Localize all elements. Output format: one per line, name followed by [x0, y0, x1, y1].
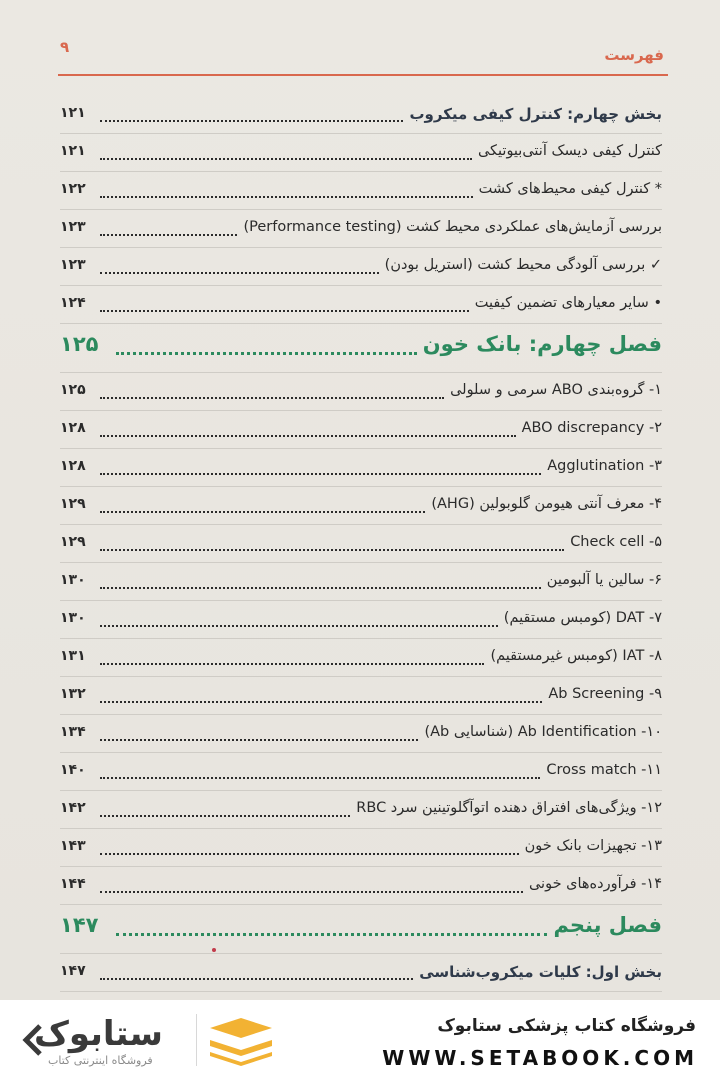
logo-divider: [196, 1014, 197, 1066]
toc-entry: [60, 905, 662, 954]
toc-entry-page: ۱۲۵: [60, 382, 86, 398]
dot-leader: [100, 571, 541, 589]
toc-entry-page: ۱۴۲: [60, 800, 86, 816]
toc-entry-title: • سایر معیارهای تضمین کیفیت: [474, 295, 662, 311]
page-header: [58, 34, 668, 76]
dot-leader: [100, 837, 519, 855]
dot-leader: [100, 875, 523, 893]
toc-entry: [60, 373, 662, 411]
logo-tagline: فروشگاه اینترنتی کتاب: [48, 1054, 153, 1067]
dot-leader: [100, 799, 350, 817]
dot-leader: [116, 336, 417, 355]
dot-leader: [100, 180, 473, 198]
toc-entry-page: ۱۲۲: [60, 181, 86, 197]
toc-entry-title: ۱۴- فرآورده‌های خونی: [528, 876, 662, 892]
toc-entry-page: ۱۳۰: [60, 572, 86, 588]
toc-entry-page: ۱۲۳: [60, 257, 86, 273]
page-title: فهرست: [604, 46, 664, 64]
dot-leader: [100, 962, 413, 980]
toc-entry-page: ۱۴۰: [60, 762, 86, 778]
toc-entry-page: ۱۴۳: [60, 838, 86, 854]
toc-entry-title: ۵- Check cell: [570, 534, 662, 550]
toc-entry-title: ۷- DAT (کومبس مستقیم): [503, 610, 662, 626]
toc-entry-page: ۱۲۸: [60, 420, 86, 436]
page-number: ۹: [60, 38, 70, 56]
toc-entry-title: ۸- IAT (کومبس غیرمستقیم): [490, 648, 662, 664]
dot-leader: [100, 419, 516, 437]
toc-entry-title: ۹- Ab Screening: [548, 686, 662, 702]
dot-leader: [100, 142, 472, 160]
toc-entry-title: ۱- گروه‌بندی ABO سرمی و سلولی: [450, 382, 662, 398]
toc-entry: [60, 829, 662, 867]
toc-entry: [60, 210, 662, 248]
toc-entry: [60, 96, 662, 134]
toc-entry: [60, 791, 662, 829]
toc-entry: [60, 867, 662, 905]
shop-url[interactable]: WWW.SETABOOK.COM: [382, 1046, 698, 1070]
toc-entry-title: کنترل کیفی دیسک آنتی‌بیوتیکی: [477, 143, 662, 159]
dot-leader: [100, 381, 444, 399]
toc-entry-page: ۱۴۷: [60, 913, 99, 937]
toc-entry-title: * کنترل کیفی محیط‌های کشت: [478, 181, 662, 197]
toc-entry: [60, 715, 662, 753]
toc-entry-page: ۱۴۷: [60, 963, 86, 979]
toc-entry-title: ۲- ABO discrepancy: [521, 420, 662, 436]
book-stack-icon: [206, 1018, 276, 1066]
toc-entry-title: ۳- Agglutination: [547, 458, 662, 474]
toc-entry: [60, 601, 662, 639]
watermark-footer: [0, 1000, 720, 1080]
dot-leader: [116, 917, 547, 936]
shop-name: فروشگاه کتاب پزشکی ستابوک: [437, 1016, 696, 1036]
toc-entry-title: ۱۳- تجهیزات بانک خون: [524, 838, 662, 854]
ink-spot: [212, 948, 216, 952]
toc-entry: [60, 449, 662, 487]
dot-leader: [100, 495, 425, 513]
toc-entry-title: ۱۱- Cross match: [546, 762, 662, 778]
dot-leader: [100, 104, 403, 122]
toc-entry: [60, 753, 662, 791]
toc-entry-title: ✓ بررسی آلودگی محیط کشت (استریل بودن): [384, 257, 662, 273]
toc-entry-title: ۱۲- ویژگی‌های افتراق دهنده اتوآگلوتینین سرد RBC: [356, 800, 662, 816]
toc-entry-page: ۱۲۱: [60, 105, 86, 121]
toc-entry-title: بخش اول: کلیات میکروب‌شناسی: [419, 963, 662, 981]
toc-entry-title: ۶- سالین یا آلبومین: [546, 572, 662, 588]
toc-entry-page: ۱۳۱: [60, 648, 86, 664]
toc-entry-page: ۱۳۴: [60, 724, 86, 740]
toc-entry-page: ۱۲۱: [60, 143, 86, 159]
table-of-contents: [60, 96, 662, 992]
dot-leader: [100, 647, 484, 665]
dot-leader: [100, 685, 542, 703]
toc-entry: [60, 525, 662, 563]
dot-leader: [100, 761, 540, 779]
toc-entry: [60, 172, 662, 210]
toc-entry-page: ۱۲۴: [60, 295, 86, 311]
toc-entry: [60, 954, 662, 992]
toc-entry-title: ۱۰- Ab Identification (شناسایی Ab): [424, 724, 662, 740]
dot-leader: [100, 609, 498, 627]
toc-entry: [60, 134, 662, 172]
logo-wordmark: ستابوک: [34, 1014, 163, 1054]
toc-entry: [60, 563, 662, 601]
dot-leader: [100, 256, 379, 274]
toc-entry-page: ۱۲۸: [60, 458, 86, 474]
toc-entry: [60, 286, 662, 324]
toc-entry-page: ۱۲۳: [60, 219, 86, 235]
toc-entry: [60, 487, 662, 525]
toc-entry-page: ۱۲۹: [60, 534, 86, 550]
toc-entry-page: ۱۲۹: [60, 496, 86, 512]
toc-entry: [60, 324, 662, 373]
toc-entry-title: فصل چهارم: بانک خون: [422, 332, 662, 356]
dot-leader: [100, 533, 564, 551]
dot-leader: [100, 723, 418, 741]
toc-entry-title: بخش چهارم: کنترل کیفی میکروب: [409, 105, 662, 123]
toc-entry-title: بررسی آزمایش‌های عملکردی محیط کشت (Performance testing): [243, 219, 662, 235]
toc-entry-page: ۱۴۴: [60, 876, 86, 892]
toc-entry-title: ۴- معرف آنتی هیومن گلوبولین (AHG): [431, 496, 662, 512]
toc-entry: [60, 677, 662, 715]
toc-entry: [60, 411, 662, 449]
toc-entry-page: ۱۲۵: [60, 332, 99, 356]
dot-leader: [100, 218, 237, 236]
dot-leader: [100, 457, 541, 475]
toc-entry-page: ۱۳۲: [60, 686, 86, 702]
toc-entry-page: ۱۳۰: [60, 610, 86, 626]
toc-entry: [60, 639, 662, 677]
dot-leader: [100, 294, 469, 312]
toc-entry-title: فصل پنجم: [553, 913, 662, 937]
toc-entry: [60, 248, 662, 286]
